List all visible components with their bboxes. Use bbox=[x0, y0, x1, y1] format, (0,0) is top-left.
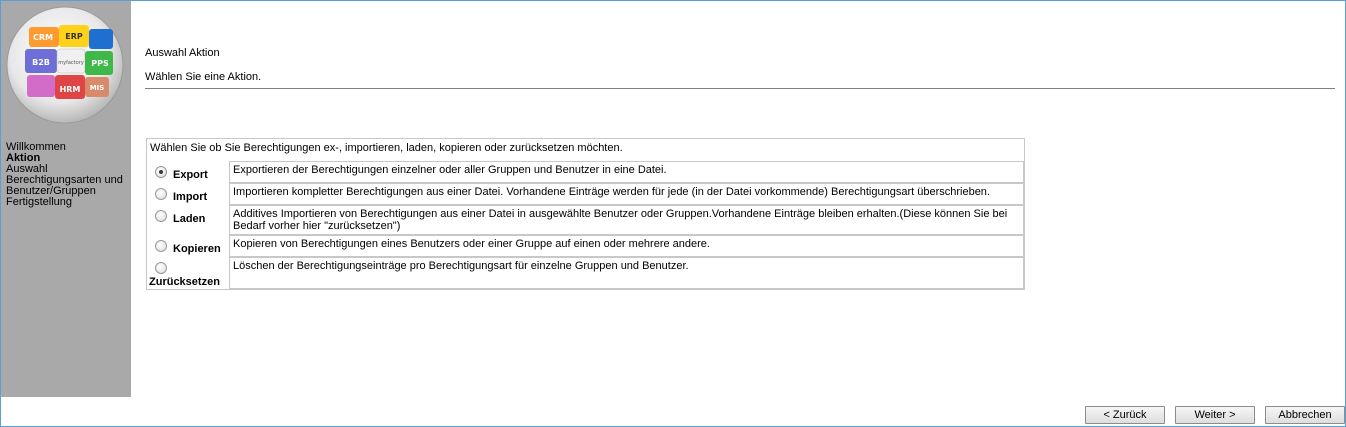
wizard-steps bbox=[6, 142, 128, 208]
svg-text:CRM: CRM bbox=[33, 33, 53, 42]
myfactory-logo bbox=[5, 5, 125, 125]
option-label-laden[interactable]: Laden bbox=[173, 213, 206, 225]
radio-kopieren[interactable] bbox=[155, 240, 167, 252]
option-row-import bbox=[147, 183, 1024, 205]
option-row-laden bbox=[147, 205, 1024, 235]
option-row-export bbox=[147, 161, 1024, 183]
wizard-sidebar bbox=[1, 1, 131, 397]
option-desc-import: Importieren kompletter Berechtigungen aus einer Datei. Vorhandene Einträge werden für jede (in der Datei vorkommende) Berechtigungsart überschrieben. bbox=[229, 183, 1024, 205]
next-button[interactable]: Weiter > bbox=[1175, 406, 1255, 424]
step-willkommen: Willkommen bbox=[6, 141, 66, 153]
svg-text:MIS: MIS bbox=[89, 84, 105, 92]
option-desc-export: Exportieren der Berechtigungen einzelner oder aller Gruppen und Benutzer in eine Datei. bbox=[229, 161, 1024, 183]
step-fertigstellung: Fertigstellung bbox=[6, 196, 73, 208]
step-auswahl: Auswahl Berechtigungsarten und Benutzer/Gruppen bbox=[6, 163, 123, 197]
option-row-kopieren bbox=[147, 235, 1024, 257]
header-divider bbox=[145, 88, 1335, 89]
page-subtitle: Wählen Sie eine Aktion. bbox=[145, 71, 262, 83]
option-desc-laden: Additives Importieren von Berechtigungen aus einer Datei in ausgewählte Benutzer oder Gruppen.Vorhandene Einträge bleiben erhalten.(Diese können Sie bei Bedarf vorher hier "zurücksetzen") bbox=[229, 205, 1024, 235]
option-kopieren[interactable] bbox=[147, 235, 229, 257]
radio-export[interactable] bbox=[155, 166, 167, 178]
option-desc-kopieren: Kopieren von Berechtigungen eines Benutzers oder einer Gruppe auf einen oder mehrere andere. bbox=[229, 235, 1024, 257]
option-label-kopieren[interactable]: Kopieren bbox=[173, 243, 221, 255]
svg-text:ERP: ERP bbox=[65, 32, 83, 41]
option-zuruecksetzen[interactable] bbox=[147, 257, 229, 289]
option-label-import[interactable]: Import bbox=[173, 191, 208, 203]
action-options-panel bbox=[146, 138, 1025, 290]
option-row-zuruecksetzen bbox=[147, 257, 1024, 289]
option-label-export[interactable]: Export bbox=[173, 169, 208, 181]
page-title: Auswahl Aktion bbox=[145, 47, 220, 59]
svg-text:PPS: PPS bbox=[91, 59, 109, 68]
svg-text:myfactory: myfactory bbox=[58, 60, 84, 66]
svg-text:B2B: B2B bbox=[32, 58, 50, 67]
radio-zuruecksetzen[interactable] bbox=[155, 262, 167, 274]
back-button[interactable]: < Zurück bbox=[1085, 406, 1165, 424]
option-label-zuruecksetzen[interactable]: Zurücksetzen bbox=[149, 276, 220, 288]
option-import[interactable] bbox=[147, 183, 229, 205]
svg-text:HRM: HRM bbox=[59, 85, 81, 94]
radio-import[interactable] bbox=[155, 188, 167, 200]
option-laden[interactable] bbox=[147, 205, 229, 235]
option-export[interactable] bbox=[147, 161, 229, 183]
option-desc-zuruecksetzen: Löschen der Berechtigungseinträge pro Berechtigungsart für einzelne Gruppen und Benutzer. bbox=[229, 257, 1024, 289]
step-aktion: Aktion bbox=[6, 152, 41, 164]
options-intro: Wählen Sie ob Sie Berechtigungen ex-, importieren, laden, kopieren oder zurücksetzen möchten. bbox=[150, 142, 623, 154]
radio-laden[interactable] bbox=[155, 210, 167, 222]
cancel-button[interactable]: Abbrechen bbox=[1265, 406, 1345, 424]
